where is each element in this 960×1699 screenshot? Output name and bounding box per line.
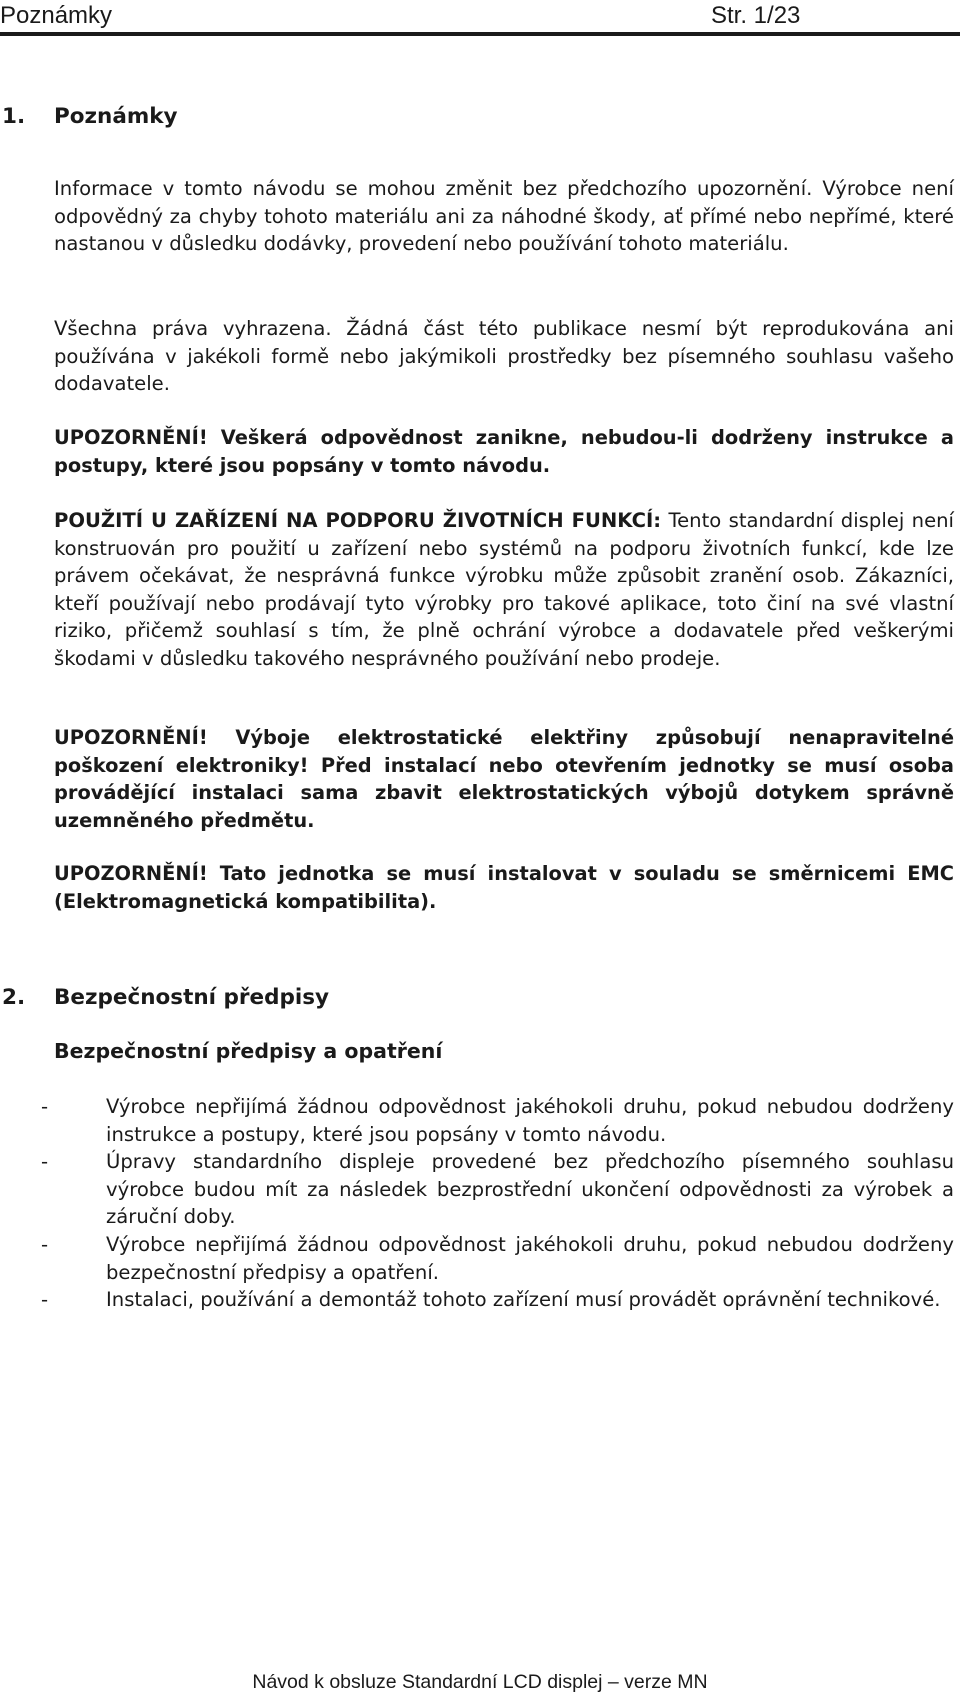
page-header	[0, 0, 960, 36]
header-divider	[0, 32, 960, 36]
warning-emc: UPOZORNĚNÍ! Tato jednotka se musí instalovat v souladu se směrnicemi EMC (Elektromagnetická kompatibilita).	[54, 862, 954, 913]
list-dash: -	[41, 1095, 49, 1118]
life-support-text: Tento standardní displej není konstruován pro použití u zařízení nebo systémů na podporu životních funkcí, kde lze právem očekávat, že nesprávná funkce výrobku může způsobit zranění osob. Zákazníci, kteří používají nebo prodávají tyto výrobky pro takové aplikace, toto činí na své vlastní riziko, přičemž souhlasí s tím, že plně ochrání výrobce a dodavatele před veškerými škodami v důsledku takového nesprávného používání nebo prodeje.	[54, 509, 954, 670]
page-number: Str. 1/23	[711, 2, 801, 29]
section-number: 1.	[2, 104, 26, 129]
list-item: - Úpravy standardního displeje provedené bez předchozího písemného souhlasu výrobce budou mít za následek bezprostřední ukončení odpovědnosti za výrobek a záruční doby.	[41, 1150, 954, 1229]
list-item: - Instalaci, používání a demontáž tohoto zařízení musí provádět oprávnění technikové.	[0, 1286, 960, 1314]
list-item: - Výrobce nepřijímá žádnou odpovědnost jakéhokoli druhu, pokud nebudou dodrženy instrukce a postupy, které jsou popsány v tomto návodu.	[41, 1095, 954, 1146]
list-item: - Výrobce nepřijímá žádnou odpovědnost jakéhokoli druhu, pokud nebudou dodrženy bezpečnostní předpisy a opatření.	[41, 1232, 954, 1284]
life-support-paragraph	[54, 507, 954, 673]
safety-list	[0, 1093, 960, 1314]
section-title: Bezpečnostní předpisy	[54, 985, 330, 1010]
notice-paragraph: Informace v tomto návodu se mohou změnit bez předchozího upozornění. Výrobce není odpovědný za chyby tohoto materiálu ani za náhodné škody, ať přímé nebo nepřímé, které nastanou v důsledku dodávky, provedení nebo používání tohoto materiálu.	[54, 177, 954, 256]
list-dash: -	[41, 1288, 49, 1312]
list-dash: -	[41, 1232, 49, 1256]
rights-paragraph: Všechna práva vyhrazena. Žádná část této publikace nesmí být reprodukována ani používána v jakékoli formě nebo jakýmikoli prostředky bez písemného souhlasu vašeho dodavatele.	[54, 317, 954, 396]
section-title: Poznámky	[54, 104, 178, 129]
page-footer: Návod k obsluze Standardní LCD displej – verze MN	[252, 1671, 708, 1693]
section-subtitle: Bezpečnostní předpisy a opatření	[54, 1039, 443, 1063]
warning-esd: UPOZORNĚNÍ! Výboje elektrostatické elektřiny způsobují nenapravitelné poškození elektroniky! Před instalací nebo otevřením jednotky se musí osoba provádějící instalaci sama zbavit elektrostatických výbojů dotykem správně uzemněného předmětu.	[54, 726, 954, 832]
section-number: 2.	[2, 985, 26, 1010]
warning-liability: UPOZORNĚNÍ! Veškerá odpovědnost zanikne, nebudou-li dodrženy instrukce a postupy, které jsou popsány v tomto návodu.	[54, 426, 954, 477]
header-title: Poznámky	[0, 2, 113, 29]
list-dash: -	[41, 1150, 49, 1174]
life-support-lead: POUŽITÍ U ZAŘÍZENÍ NA PODPORU ŽIVOTNÍCH FUNKCÍ:	[54, 509, 662, 532]
